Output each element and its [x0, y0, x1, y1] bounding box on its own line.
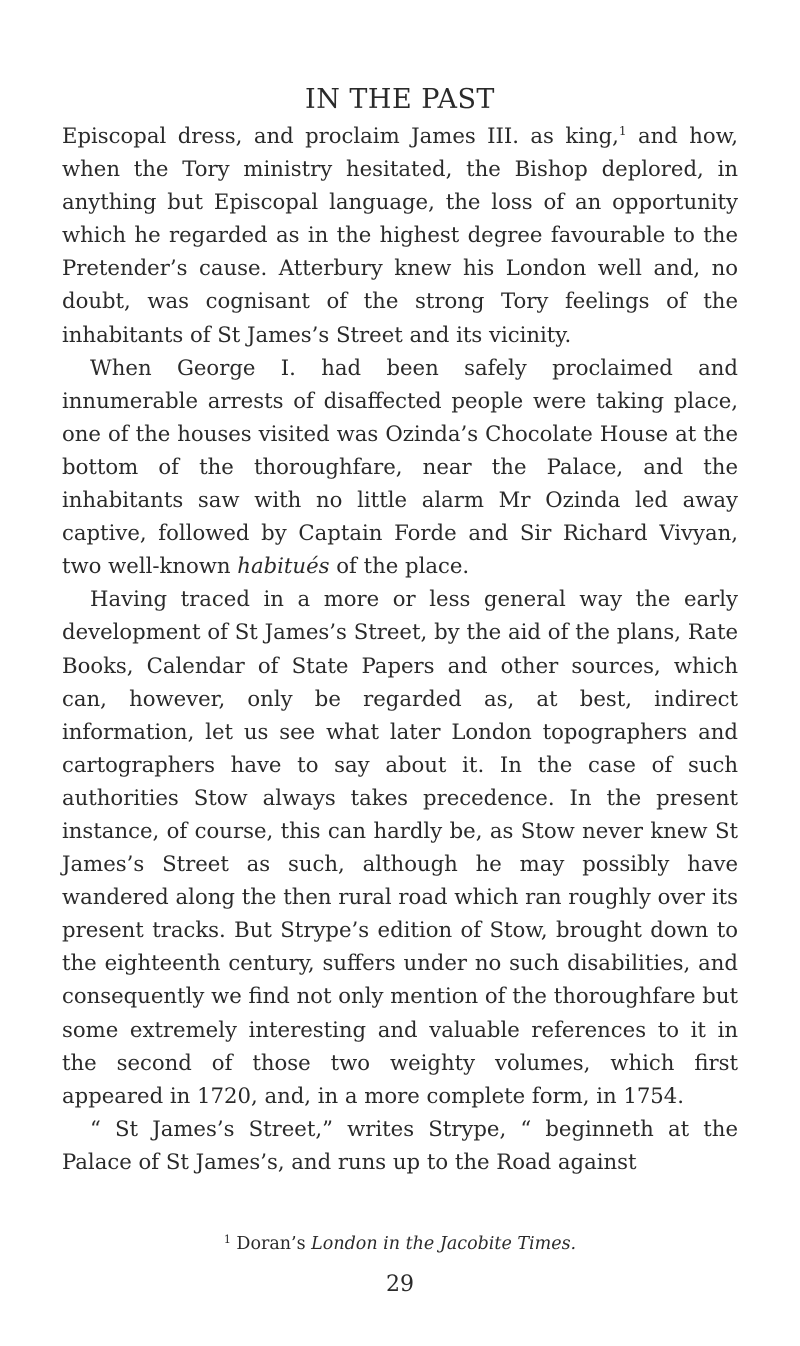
paragraph-text: and how, when the Tory ministry hesitated, the Bishop deplored, in anything but Episcopal language, the loss of an opportunity which he regarded as in the highest degree favourable to the Pretender’s cause. Atterbury knew his London well and, no doubt, was cognisant of the strong Tory feelings of the inhabitants of St James’s Street and its vicinity.: [62, 123, 738, 347]
paragraph-3: Having traced in a more or less general way the early development of St James’s Street, by the aid of the plans, Rate Books, Calendar of State Papers and other sources, which can, however, only be regarded as, at best, indirect information, let us see what later London topographers and cartographers have to say about it. In the case of such authorities Stow always takes precedence. In the present instance, of course, this can hardly be, as Stow never knew St James’s Street as such, although he may possibly have wandered along the then rural road which ran roughly over its present tracks. But Strype’s edition of Stow, brought down to the eighteenth century, suffers under no such disabilities, and consequently we find not only mention of the thoroughfare but some extremely interesting and valuable references to it in the second of those two weighty volumes, which first appeared in 1720, and, in a more complete form, in 1754.: [62, 586, 738, 1108]
paragraph-text: of the place.: [329, 553, 470, 579]
footnote-text: Doran’s: [230, 1234, 312, 1254]
paragraph-text: When George I. had been safely proclaimed and innumerable arrests of disaffected people were taking place, one of the houses visited was Ozinda’s Chocolate House at the bottom of the thoroughfare, near the Palace, and the inhabitants saw with no little alarm Mr Ozinda led away captive, followed by Captain Forde and Sir Richard Vivyan, two well-known: [62, 354, 738, 579]
paragraph-4: “ St James’s Street,” writes Strype, “ beginneth at the Palace of St James’s, and runs up to the Road against: [62, 1115, 738, 1174]
footnote-number: 1: [223, 1233, 231, 1246]
footnote-marker: 1: [618, 124, 627, 138]
footnote: [62, 1233, 738, 1255]
paragraph-1: [62, 119, 738, 351]
paragraph-2: [62, 351, 738, 583]
running-head: IN THE PAST: [305, 84, 495, 115]
italic-term: habitués: [237, 553, 330, 579]
page-number: 29: [386, 1272, 414, 1297]
footnote-book-title: London in the Jacobite Times.: [311, 1234, 577, 1254]
body-text: [62, 119, 738, 1178]
paragraph-text: Episcopal dress, and proclaim James III. as king,: [62, 123, 619, 148]
